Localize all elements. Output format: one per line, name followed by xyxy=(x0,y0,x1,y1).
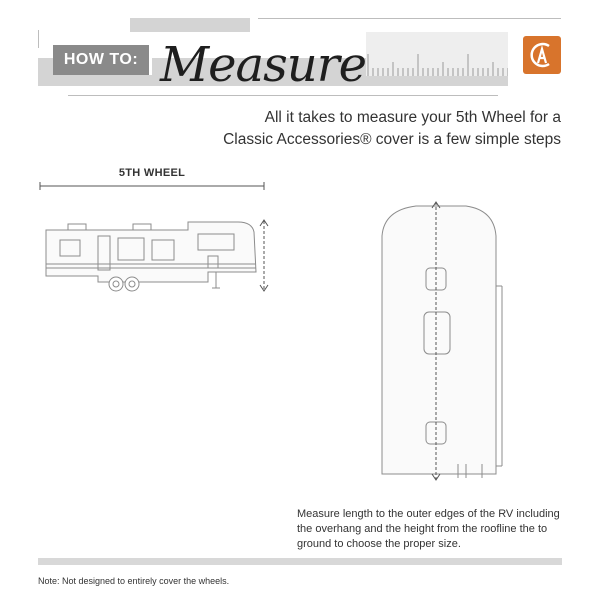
classic-accessories-logo-icon xyxy=(523,36,561,74)
fifth-wheel-side-view-icon xyxy=(38,212,278,302)
intro-line-1: All it takes to measure your 5th Wheel for a xyxy=(264,109,561,126)
footer-divider xyxy=(38,558,562,565)
footer-note: Note: Not designed to entirely cover the wheels. xyxy=(38,576,230,586)
intro-line-2: Classic Accessories® cover is a few simple steps xyxy=(223,131,561,148)
howto-label: HOW TO: xyxy=(53,45,152,75)
header-hairline-top xyxy=(258,18,561,19)
length-measure-line xyxy=(36,180,268,192)
page-title: Measure xyxy=(160,37,367,93)
instructions-text: Measure length to the outer edges of the RV including the overhang and the height from the roofline the to ground to choose the proper size. xyxy=(297,508,560,550)
logo-mark-icon xyxy=(529,42,555,68)
side-view-label: 5TH WHEEL xyxy=(118,167,186,179)
header-hairline-left xyxy=(38,30,39,48)
intro-text xyxy=(221,107,561,151)
fifth-wheel-top-view-icon xyxy=(370,196,510,486)
ruler-graphic xyxy=(366,32,508,76)
